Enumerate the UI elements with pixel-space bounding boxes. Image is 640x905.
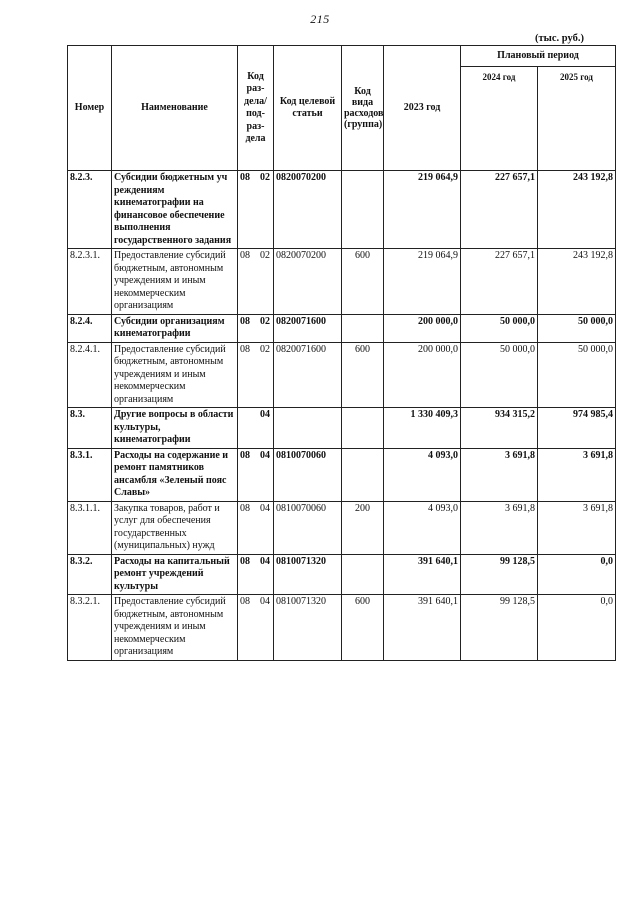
row-subsection: 04 bbox=[260, 449, 270, 461]
row-value-2023: 4 093,0 bbox=[384, 448, 461, 501]
row-value-2024: 50 000,0 bbox=[461, 314, 538, 342]
header-2023: 2023 год bbox=[384, 46, 461, 171]
header-2024: 2024 год bbox=[461, 67, 538, 171]
row-name: Предоставление субсидий бюджетным, автономным учреждениям и иным некоммерческим организациям bbox=[112, 249, 238, 315]
row-number: 8.2.4. bbox=[68, 314, 112, 342]
row-number: 8.3.1. bbox=[68, 448, 112, 501]
row-value-2025: 50 000,0 bbox=[538, 314, 616, 342]
row-target-code bbox=[274, 408, 342, 449]
row-section-code bbox=[238, 554, 274, 595]
row-expense-type bbox=[342, 314, 384, 342]
table-row bbox=[68, 595, 616, 661]
row-name: Предоставление субсидий бюджетным, автономным учреждениям и иным некоммерческим организациям bbox=[112, 342, 238, 408]
row-target-code: 0820070200 bbox=[274, 249, 342, 315]
row-value-2024: 227 657,1 bbox=[461, 249, 538, 315]
row-name: Закупка товаров, работ и услуг для обеспечения государственных (муниципальных) нужд bbox=[112, 501, 238, 554]
row-target-code: 0820071600 bbox=[274, 342, 342, 408]
row-value-2025: 3 691,8 bbox=[538, 501, 616, 554]
row-name: Субсидии бюджетным уч реждениям кинематографии на финансовое обеспечение выполнения государственного задания bbox=[112, 171, 238, 249]
row-section-code bbox=[238, 501, 274, 554]
row-value-2024: 99 128,5 bbox=[461, 554, 538, 595]
table-row bbox=[68, 554, 616, 595]
row-number: 8.3. bbox=[68, 408, 112, 449]
row-number: 8.2.3. bbox=[68, 171, 112, 249]
row-section: 08 bbox=[240, 250, 250, 261]
row-expense-type bbox=[342, 171, 384, 249]
row-target-code: 0810071320 bbox=[274, 554, 342, 595]
table-row bbox=[68, 448, 616, 501]
row-value-2024: 3 691,8 bbox=[461, 448, 538, 501]
row-name: Субсидии организациям кинематографии bbox=[112, 314, 238, 342]
row-target-code: 0820071600 bbox=[274, 314, 342, 342]
row-number: 8.2.4.1. bbox=[68, 342, 112, 408]
row-value-2025: 50 000,0 bbox=[538, 342, 616, 408]
row-subsection: 04 bbox=[260, 409, 270, 420]
table-row bbox=[68, 501, 616, 554]
row-subsection: 02 bbox=[260, 172, 270, 183]
row-value-2023: 1 330 409,3 bbox=[384, 408, 461, 449]
row-section-code bbox=[238, 595, 274, 661]
budget-table bbox=[67, 45, 616, 661]
row-target-code: 0820070200 bbox=[274, 171, 342, 249]
row-number: 8.3.1.1. bbox=[68, 501, 112, 554]
row-value-2024: 50 000,0 bbox=[461, 342, 538, 408]
units-note: (тыс. руб.) bbox=[535, 33, 584, 44]
row-number: 8.2.3.1. bbox=[68, 249, 112, 315]
row-expense-type: 600 bbox=[342, 249, 384, 315]
row-value-2024: 99 128,5 bbox=[461, 595, 538, 661]
row-section: 08 bbox=[240, 596, 250, 607]
row-number: 8.3.2.1. bbox=[68, 595, 112, 661]
row-section-code bbox=[238, 408, 274, 449]
header-target-code: Код целевой статьи bbox=[274, 46, 342, 171]
row-value-2024: 3 691,8 bbox=[461, 501, 538, 554]
row-target-code: 0810071320 bbox=[274, 595, 342, 661]
row-section: 08 bbox=[240, 555, 250, 567]
row-value-2025: 0,0 bbox=[538, 595, 616, 661]
row-expense-type bbox=[342, 554, 384, 595]
header-name: Наименование bbox=[112, 46, 238, 171]
row-subsection: 04 bbox=[260, 502, 270, 514]
row-value-2023: 4 093,0 bbox=[384, 501, 461, 554]
row-value-2023: 200 000,0 bbox=[384, 342, 461, 408]
row-expense-type: 600 bbox=[342, 342, 384, 408]
row-section: 08 bbox=[240, 172, 250, 183]
row-value-2025: 3 691,8 bbox=[538, 448, 616, 501]
row-target-code: 0810070060 bbox=[274, 501, 342, 554]
header-expense-type: Код вида расходов (группа) bbox=[342, 46, 384, 171]
row-expense-type bbox=[342, 408, 384, 449]
row-value-2023: 391 640,1 bbox=[384, 595, 461, 661]
row-name: Другие вопросы в области культуры, кинематографии bbox=[112, 408, 238, 449]
row-section: 08 bbox=[240, 449, 250, 461]
table-row bbox=[68, 171, 616, 249]
table-row bbox=[68, 314, 616, 342]
row-number: 8.3.2. bbox=[68, 554, 112, 595]
row-subsection: 04 bbox=[260, 555, 270, 567]
row-section-code bbox=[238, 171, 274, 249]
row-target-code: 0810070060 bbox=[274, 448, 342, 501]
row-subsection: 04 bbox=[260, 596, 270, 607]
row-value-2023: 200 000,0 bbox=[384, 314, 461, 342]
row-value-2023: 219 064,9 bbox=[384, 171, 461, 249]
page-number: 215 bbox=[310, 12, 330, 26]
row-subsection: 02 bbox=[260, 315, 270, 327]
header-2025: 2025 год bbox=[538, 67, 616, 171]
row-value-2023: 391 640,1 bbox=[384, 554, 461, 595]
row-section: 08 bbox=[240, 502, 250, 514]
table-row bbox=[68, 342, 616, 408]
row-section-code bbox=[238, 249, 274, 315]
row-value-2025: 0,0 bbox=[538, 554, 616, 595]
row-section: 08 bbox=[240, 315, 250, 327]
header-number: Номер bbox=[68, 46, 112, 171]
header-planning-period: Плановый период bbox=[461, 46, 616, 67]
row-section: 08 bbox=[240, 343, 250, 355]
row-value-2025: 243 192,8 bbox=[538, 171, 616, 249]
row-section-code bbox=[238, 448, 274, 501]
row-name: Расходы на капитальный ремонт учреждений культуры bbox=[112, 554, 238, 595]
row-value-2023: 219 064,9 bbox=[384, 249, 461, 315]
table-body bbox=[68, 171, 616, 661]
row-subsection: 02 bbox=[260, 250, 270, 261]
row-value-2024: 934 315,2 bbox=[461, 408, 538, 449]
row-value-2024: 227 657,1 bbox=[461, 171, 538, 249]
row-section-code bbox=[238, 342, 274, 408]
row-expense-type: 600 bbox=[342, 595, 384, 661]
row-value-2025: 974 985,4 bbox=[538, 408, 616, 449]
row-value-2025: 243 192,8 bbox=[538, 249, 616, 315]
table-row bbox=[68, 249, 616, 315]
row-name: Предоставление субсидий бюджетным, автономным учреждениям и иным некоммерческим организациям bbox=[112, 595, 238, 661]
row-subsection: 02 bbox=[260, 343, 270, 355]
row-expense-type: 200 bbox=[342, 501, 384, 554]
row-section-code bbox=[238, 314, 274, 342]
header-section-code: Код раз- дела/ под- раз- дела bbox=[238, 46, 274, 171]
row-expense-type bbox=[342, 448, 384, 501]
table-row bbox=[68, 408, 616, 449]
row-name: Расходы на содержание и ремонт памятников ансамбля «Зеленый пояс Славы» bbox=[112, 448, 238, 501]
